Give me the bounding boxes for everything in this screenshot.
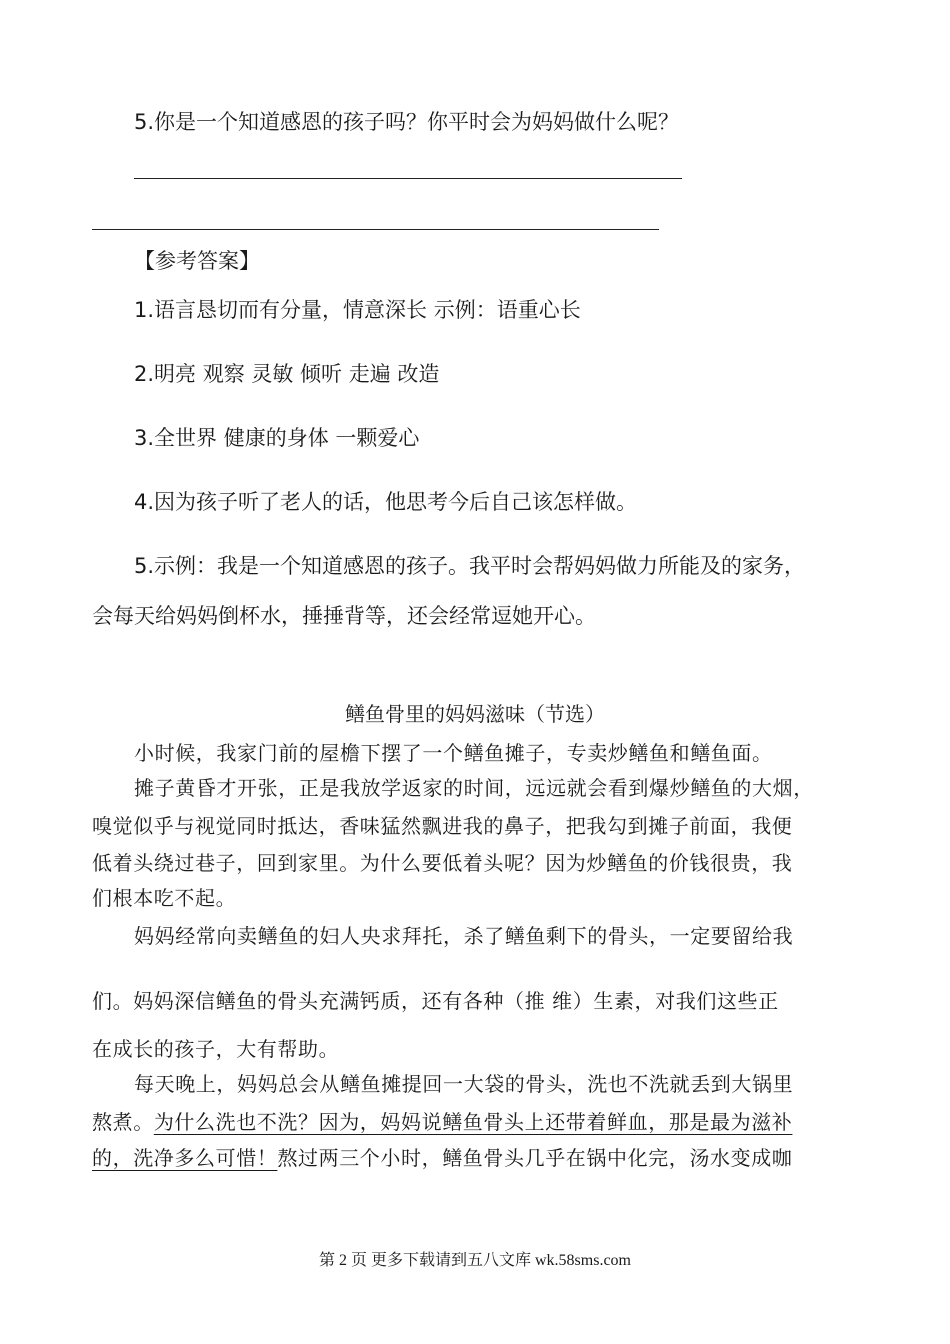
answer-4: 4.因为孩子听了老人的话，他思考今后自己该怎样做。: [134, 490, 638, 514]
article-line: 在成长的孩子，大有帮助。: [92, 1037, 340, 1061]
article-line-10: [92, 1106, 792, 1135]
article-line: 摊子黄昏才开张，正是我放学返家的时间，远远就会看到爆炒鳝鱼的大烟，: [134, 776, 814, 800]
question-5: 5.你是一个知道感恩的孩子吗？你平时会为妈妈做什么呢？: [134, 110, 680, 134]
underlined-sentence-part-2: 的，洗净多么可惜！: [92, 1146, 278, 1170]
article-line: 每天晚上，妈妈总会从鳝鱼摊提回一大袋的骨头，洗也不洗就丢到大锅里: [134, 1072, 794, 1096]
article-line: 们根本吃不起。: [92, 886, 237, 910]
answer-2: 2.明亮 观察 灵敏 倾听 走遍 改造: [134, 362, 440, 386]
article-line: 妈妈经常向卖鳝鱼的妇人央求拜托，杀了鳝鱼剩下的骨头，一定要留给我: [134, 924, 794, 948]
answer-5: 5.示例：我是一个知道感恩的孩子。我平时会帮妈妈做力所能及的家务，: [134, 554, 806, 578]
answer-3: 3.全世界 健康的身体 一颗爱心: [134, 426, 420, 450]
page-footer: 第 2 页 更多下载请到五八文库 wk.58sms.com: [318, 1252, 631, 1269]
answer-blank-line-2: [92, 229, 659, 230]
article-line-11-plain: 熬过两三个小时，鳝鱼骨头几乎在锅中化完，汤水变成咖: [277, 1146, 793, 1170]
article-line: 们。妈妈深信鳝鱼的骨头充满钙质，还有各种（推 维）生素，对我们这些正: [92, 989, 779, 1013]
article-line: 嗅觉似乎与视觉同时抵达，香味猛然飘进我的鼻子，把我勾到摊子前面，我便: [92, 814, 793, 838]
article-line-11: [92, 1142, 792, 1171]
article-title: 鳝鱼骨里的妈妈滋味（节选）: [345, 702, 605, 726]
article-line: 小时候，我家门前的屋檐下摆了一个鳝鱼摊子，专卖炒鳝鱼和鳝鱼面。: [134, 741, 773, 765]
answer-blank-line-1: [134, 178, 682, 179]
underlined-sentence-part-1: 为什么洗也不洗？因为，妈妈说鳝鱼骨头上还带着鲜血，那是最为滋补: [153, 1110, 793, 1134]
answer-1: 1.语言恳切而有分量，情意深长 示例：语重心长: [134, 298, 581, 322]
article-line: 低着头绕过巷子，回到家里。为什么要低着头呢？因为炒鳝鱼的价钱很贵，我: [92, 851, 793, 875]
answer-heading: 【参考答案】: [134, 249, 260, 273]
article-line-10-plain: 熬煮。: [92, 1110, 154, 1134]
answer-5-continued: 会每天给妈妈倒杯水，捶捶背等，还会经常逗她开心。: [92, 604, 596, 628]
